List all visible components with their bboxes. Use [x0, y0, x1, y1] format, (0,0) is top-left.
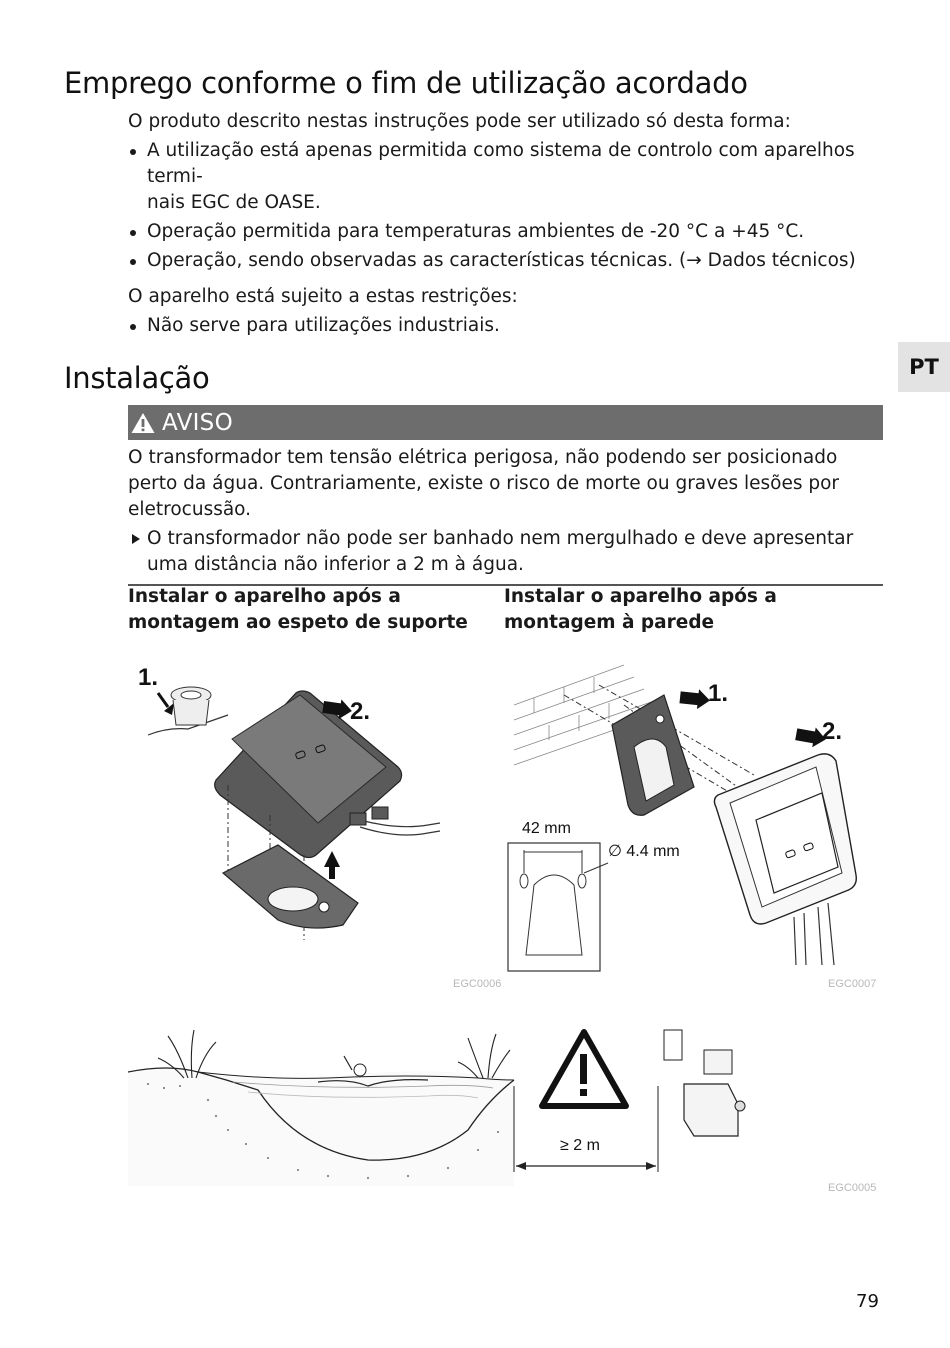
fig2-dimension-hole: ∅ 4.4 mm: [608, 843, 680, 860]
figure-code-fig1: EGC0006: [453, 978, 502, 990]
fig2-step1-label: 1.: [708, 680, 729, 707]
warning-action: O transformador não pode ser banhado nem mergulhado e deve apresentar uma distância não inferior a 2 m à água.: [128, 526, 883, 578]
intended-use-body: [128, 109, 888, 339]
bullet-item: Operação, sendo observadas as características técnicas. (→ Dados técnicos): [128, 248, 888, 274]
section-title-intended-use: Emprego conforme o fim de utilização acordado: [64, 66, 748, 100]
warning-header: [128, 405, 883, 440]
fig2-step2-label: 2.: [822, 718, 843, 745]
fig2-dimension-width: 42 mm: [522, 820, 571, 837]
transformer: [684, 1084, 738, 1136]
bullet-item: A utilização está apenas permitida como sistema de controlo com aparelhos termi- nais EGC de OASE.: [128, 138, 888, 216]
figure-spike-mount: [128, 655, 506, 955]
heading-mount-wall: Instalar o aparelho após a montagem à parede: [504, 586, 777, 633]
figure-wall-mount: [504, 655, 880, 975]
page-number: 79: [856, 1291, 879, 1312]
fig3-distance-label: ≥ 2 m: [560, 1137, 600, 1154]
spike-bracket: [223, 845, 358, 928]
bullet-item: Operação permitida para temperaturas ambientes de -20 °C a +45 °C.: [128, 219, 888, 245]
heading-mount-spike: Instalar o aparelho após a montagem ao espeto de suporte: [128, 586, 468, 633]
section-title-installation: Instalação: [64, 361, 210, 395]
warning-label: AVISO: [162, 409, 233, 436]
figure-code-fig3: EGC0005: [828, 1182, 877, 1194]
language-tab: [898, 342, 950, 392]
figure-pond-distance: [128, 1020, 768, 1186]
plug-icon: [664, 1030, 682, 1060]
fig1-step1-label: 1.: [138, 664, 159, 691]
reeds-right: [458, 1034, 510, 1078]
bullet-item: Não serve para utilizações industriais.: [128, 313, 888, 339]
fig1-step2-label: 2.: [350, 698, 371, 725]
warning-box: [128, 405, 883, 586]
restrictions-intro: O aparelho está sujeito a estas restrições:: [128, 286, 518, 307]
figure-code-fig2: EGC0007: [828, 978, 877, 990]
warning-triangle-icon: [130, 411, 156, 435]
warning-text: O transformador tem tensão elétrica perigosa, não podendo ser posicionado perto da água. Contrariamente, existe o risco de morte ou graves lesões por eletrocussão.: [128, 447, 840, 520]
language-tab-label: PT: [909, 355, 939, 379]
intended-use-intro: O produto descrito nestas instruções pode ser utilizado só desta forma:: [128, 111, 791, 132]
